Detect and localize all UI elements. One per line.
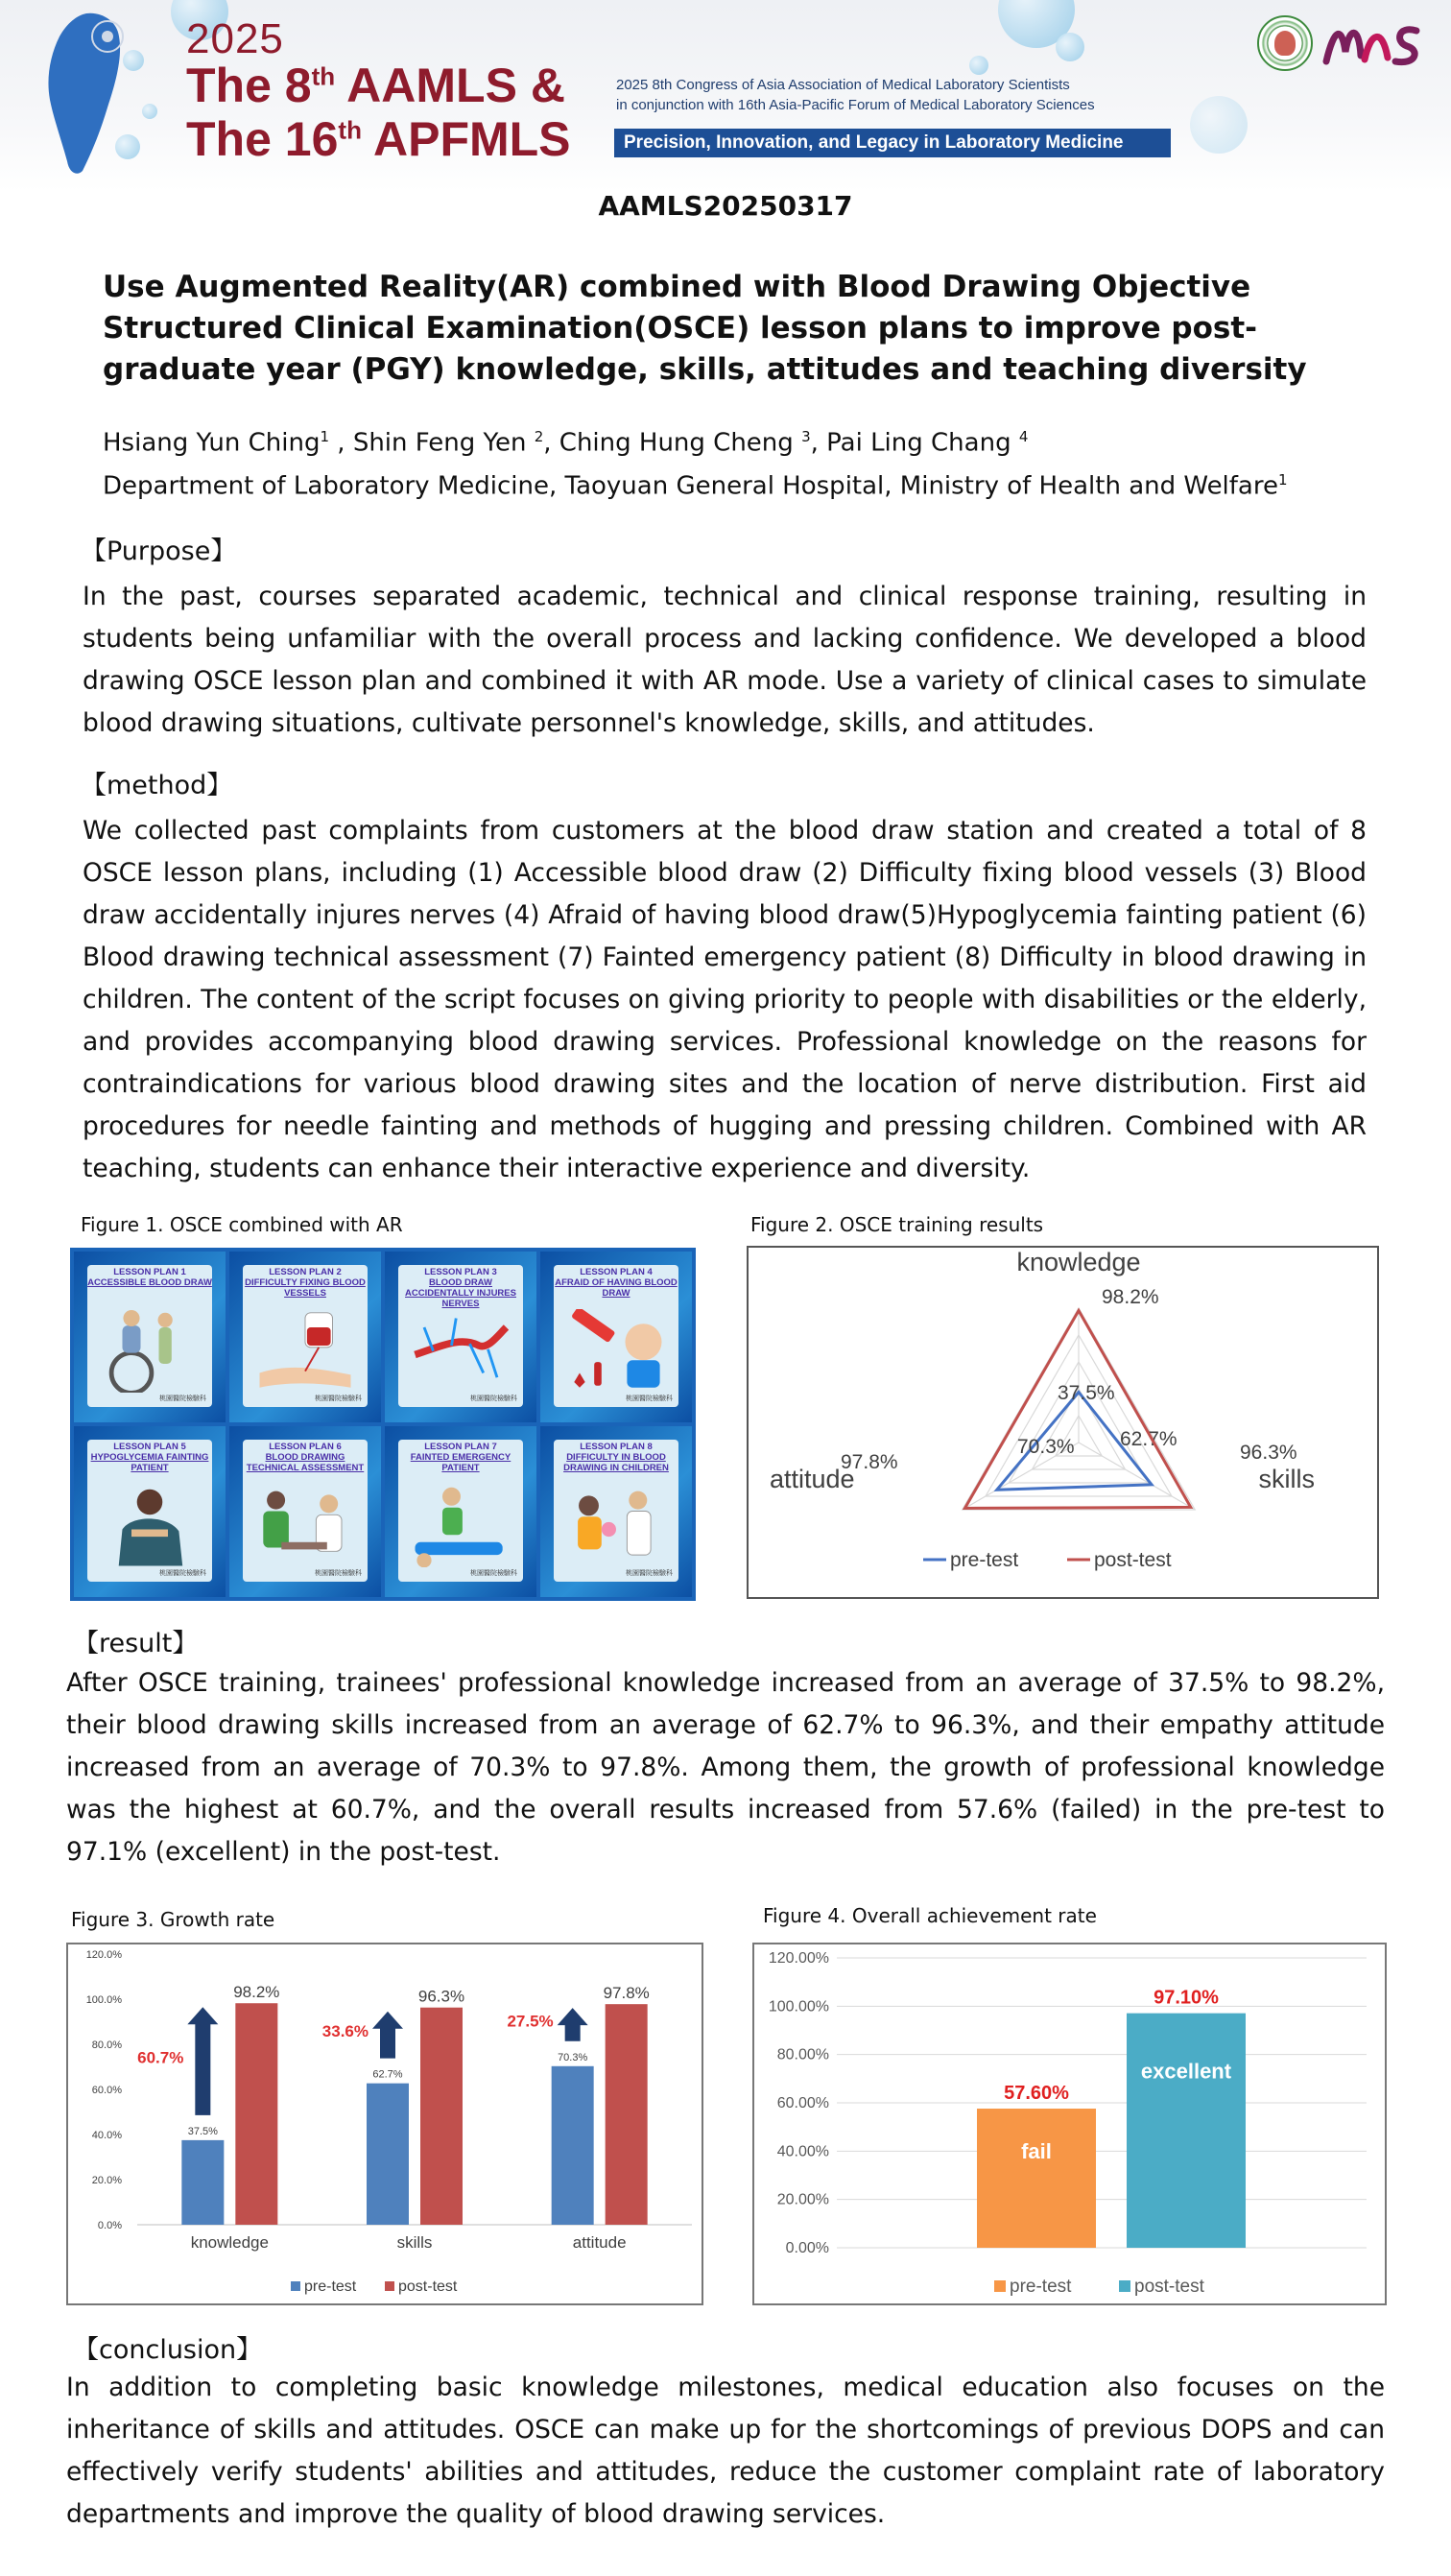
growth-chart-svg xyxy=(68,1944,702,2303)
lesson-plan-footer: 桃園醫院檢驗科 xyxy=(159,1570,206,1577)
fainting-person-icon xyxy=(95,1484,204,1567)
legend-label-pre-test: pre-test xyxy=(304,2278,357,2295)
growth-arrow-icon xyxy=(558,2008,588,2041)
radar-spoke xyxy=(1079,1443,1195,1510)
radar-data-label: 98.2% xyxy=(1102,1286,1159,1308)
y-tick-label: 20.00% xyxy=(776,2191,829,2208)
legend-label-post-test: post-test xyxy=(398,2278,458,2295)
lesson-plan-title xyxy=(398,1267,523,1309)
figure2-caption: Figure 2. OSCE training results xyxy=(750,1213,1044,1236)
lesson-plan-tile xyxy=(540,1252,692,1422)
figure1-caption: Figure 1. OSCE combined with AR xyxy=(81,1213,403,1236)
conclusion-heading: 【conclusion】 xyxy=(73,2335,263,2365)
lesson-plan-title xyxy=(87,1267,212,1288)
lesson-plan-title xyxy=(554,1442,678,1473)
lesson-plan-tile xyxy=(229,1426,381,1597)
lesson-plan-tile xyxy=(229,1252,381,1422)
legend-label-pre-test: pre-test xyxy=(1010,2277,1072,2297)
bar-pre-test xyxy=(977,2109,1096,2248)
y-tick-label: 100.0% xyxy=(85,1994,122,2006)
figure2-radar-chart xyxy=(747,1246,1379,1599)
bar-label-pre-test: 70.3% xyxy=(558,2051,588,2063)
purpose-text: In the past, courses separated academic, technical and clinical response training, resulting in students being unfamiliar with the overall process and lacking confidence. We developed a blood drawing OSCE lesson plan and combined it with AR mode. Use a variety of clinical cases to simulate blood drawing situations, cultivate personnel's knowledge, skills, and attitudes. xyxy=(83,582,1367,738)
lesson-plan-footer: 桃園醫院檢驗科 xyxy=(626,1395,673,1402)
figure1-lesson-plan-grid xyxy=(70,1248,696,1601)
purpose-heading: 【Purpose】 xyxy=(81,537,237,566)
lesson-plan-tile xyxy=(385,1252,536,1422)
bar-inner-label: excellent xyxy=(1140,2059,1232,2084)
banner-headline-2: The 16th APFMLS xyxy=(186,112,571,166)
affiliation: Department of Laboratory Medicine, Taoyuan General Hospital, Ministry of Health and Welfare$^1$ xyxy=(103,470,1288,501)
method-text: We collected past complaints from customers at the blood draw station and created a total of 8 OSCE lesson plans, including (1) Accessible blood draw (2) Difficulty fixing blood vessels (3) Blood draw accidentally injures nerves (4) Afraid of having blood draw(5)Hypoglycemia fainting patient (6) Blood drawing technical assessment (7) Fainted emergency patient (8) Difficulty in blood drawing in children. The content of the script focuses on giving priority to people with disabilities or the elderly, and provides accompanying blood drawing services. Professional knowledge on the reasons for contraindications for various blood drawing sites and the location of nerve distribution. First aid procedures for needle fainting and methods of hugging and pressing children. Combined with AR teaching, students can enhance their interactive experience and diversity. xyxy=(83,816,1367,1183)
lesson-plan-tile xyxy=(74,1426,226,1597)
bar-post-test xyxy=(606,2004,648,2225)
growth-arrow-icon xyxy=(187,2007,218,2115)
lesson-plan-number: LESSON PLAN 5 xyxy=(113,1442,186,1452)
y-tick-label: 20.0% xyxy=(91,2175,122,2186)
lesson-plan-title xyxy=(398,1442,523,1473)
y-tick-label: 80.0% xyxy=(91,2039,122,2051)
blood-bag-icon xyxy=(250,1309,360,1393)
radar-axis-label: attitude xyxy=(770,1465,855,1493)
radar-data-label: 70.3% xyxy=(1017,1436,1075,1458)
lesson-plan-name: DIFFICULTY IN BLOOD DRAWING IN CHILDREN xyxy=(563,1452,669,1473)
syringe-icon xyxy=(561,1309,671,1393)
legend-swatch-post-test xyxy=(1119,2280,1130,2292)
lesson-plan-name: HYPOGLYCEMIA FAINTING PATIENT xyxy=(90,1452,209,1473)
banner-year: 2025 xyxy=(186,15,284,62)
lesson-plan-name: BLOOD DRAWING TECHNICAL ASSESSMENT xyxy=(246,1452,365,1473)
x-tick-label: knowledge xyxy=(190,2233,269,2252)
bar-label-pre-test: 37.5% xyxy=(187,2125,218,2137)
lesson-plan-title xyxy=(243,1267,368,1299)
result-text: After OSCE training, trainees' professional knowledge increased from an average of 37.5% to 98.2%, their blood drawing skills increased from an average of 62.7% to 96.3%, and their empathy attitude increased from an average of 70.3% to 97.8%. Among them, the growth of professional knowledge was the highest at 60.7%, and the overall results increased from 57.6% (failed) in the pre-test to 97.1% (excellent) in the post-test. xyxy=(66,1668,1385,1867)
radar-axis-label: skills xyxy=(1258,1465,1315,1493)
y-tick-label: 120.00% xyxy=(768,1950,829,1967)
bar-label-post-test: 96.3% xyxy=(417,1987,465,2006)
bar-pre-test xyxy=(367,2084,409,2225)
growth-rate-label: 27.5% xyxy=(507,2012,554,2031)
lesson-plan-number: LESSON PLAN 6 xyxy=(269,1442,342,1452)
lesson-plan-footer: 桃園醫院檢驗科 xyxy=(470,1570,517,1577)
growth-rate-label: 33.6% xyxy=(321,2022,369,2041)
lesson-plan-name: FAINTED EMERGENCY PATIENT xyxy=(410,1452,511,1473)
abstract-id: AAMLS20250317 xyxy=(598,190,853,222)
lesson-plan-number: LESSON PLAN 2 xyxy=(269,1267,342,1277)
author-3: Ching Hung Cheng xyxy=(559,428,802,458)
bar-post-test xyxy=(235,2003,277,2225)
radar-data-label: 97.8% xyxy=(841,1451,898,1473)
author-2: Shin Feng Yen xyxy=(352,428,535,458)
bar-label-post-test: 98.2% xyxy=(233,1983,280,2002)
lesson-plan-footer: 桃園醫院檢驗科 xyxy=(315,1570,362,1577)
y-tick-label: 60.00% xyxy=(776,2095,829,2111)
author-list: Hsiang Yun Ching$^1$ , Shin Feng Yen $^2$, Ching Hung Cheng $^3$, Pai Ling Chang $^4$ xyxy=(103,428,1029,458)
wheelchair-icon xyxy=(95,1309,204,1393)
lesson-plan-footer: 桃園醫院檢驗科 xyxy=(315,1395,362,1402)
lesson-plan-name: DIFFICULTY FIXING BLOOD VESSELS xyxy=(245,1277,366,1299)
lesson-plan-number: LESSON PLAN 7 xyxy=(424,1442,497,1452)
child-patient-icon xyxy=(561,1484,671,1567)
lesson-plan-footer: 桃園醫院檢驗科 xyxy=(626,1570,673,1577)
banner-headline-1: The 8th AAMLS & xyxy=(186,59,565,112)
lesson-plan-footer: 桃園醫院檢驗科 xyxy=(470,1395,517,1402)
y-tick-label: 80.00% xyxy=(776,2046,829,2063)
bar-label-post-test: 97.8% xyxy=(603,1984,650,2003)
method-heading: 【method】 xyxy=(81,771,233,800)
paper-title: Use Augmented Reality(AR) combined with Blood Drawing Objective Structured Clinical Examination(OSCE) lesson plans to improve post-graduate year (PGY) knowledge, skills, attitudes and teaching diversity xyxy=(103,270,1307,387)
lesson-plan-title xyxy=(87,1442,212,1473)
banner-subtitle-2: in conjunction with 16th Asia-Pacific Forum of Medical Laboratory Sciences xyxy=(616,97,1095,113)
author-block xyxy=(103,418,1369,504)
lesson-plan-number: LESSON PLAN 1 xyxy=(113,1267,186,1277)
lesson-plan-tile xyxy=(385,1426,536,1597)
legend-swatch-post-test xyxy=(385,2281,394,2291)
x-tick-label: skills xyxy=(396,2233,433,2252)
radar-data-label: 62.7% xyxy=(1120,1428,1177,1450)
result-heading: 【result】 xyxy=(73,1629,199,1658)
y-tick-label: 100.00% xyxy=(768,1998,829,2015)
author-1: Hsiang Yun Ching xyxy=(103,428,321,458)
growth-arrow-icon xyxy=(372,2012,403,2059)
y-tick-label: 40.00% xyxy=(776,2143,829,2160)
bar-post-test xyxy=(1127,2014,1246,2248)
lesson-plan-tile xyxy=(74,1252,226,1422)
lesson-plan-name: ACCESSIBLE BLOOD DRAW xyxy=(87,1277,212,1288)
figure4-overall-chart xyxy=(752,1943,1387,2305)
legend-swatch-pre-test xyxy=(994,2280,1006,2292)
bar-inner-label: fail xyxy=(1021,2139,1052,2164)
lesson-plan-number: LESSON PLAN 8 xyxy=(580,1442,653,1452)
y-tick-label: 0.0% xyxy=(97,2220,122,2231)
author-4: Pai Ling Chang xyxy=(826,428,1019,458)
lesson-plan-number: LESSON PLAN 3 xyxy=(424,1267,497,1277)
figure4-caption: Figure 4. Overall achievement rate xyxy=(763,1904,1097,1927)
figure3-caption: Figure 3. Growth rate xyxy=(71,1908,275,1931)
radar-axis-label: knowledge xyxy=(1016,1248,1141,1276)
lesson-plan-tile xyxy=(540,1426,692,1597)
legend-label-post-test: post-test xyxy=(1094,1549,1172,1571)
society-seal-icon xyxy=(1257,15,1313,71)
mas-logo-icon xyxy=(1320,13,1428,73)
banner-subtitle-1: 2025 8th Congress of Asia Association of Medical Laboratory Scientists xyxy=(616,77,1070,93)
lesson-plan-number: LESSON PLAN 4 xyxy=(580,1267,653,1277)
bar-value-label: 97.10% xyxy=(1154,1987,1219,2009)
figure3-growth-chart xyxy=(66,1943,703,2305)
radar-data-label: 96.3% xyxy=(1240,1442,1297,1464)
lesson-plan-footer: 桃園醫院檢驗科 xyxy=(159,1395,206,1402)
lesson-plan-name: BLOOD DRAW ACCIDENTALLY INJURES NERVES xyxy=(405,1277,516,1309)
banner-tagline: Precision, Innovation, and Legacy in Laboratory Medicine xyxy=(614,129,1171,157)
legend-label-post-test: post-test xyxy=(1134,2277,1204,2297)
bar-label-pre-test: 62.7% xyxy=(372,2068,403,2081)
lesson-plan-title xyxy=(243,1442,368,1473)
bar-value-label: 57.60% xyxy=(1004,2083,1069,2105)
nerve-icon xyxy=(406,1309,515,1393)
lesson-plan-name: AFRAID OF HAVING BLOOD DRAW xyxy=(555,1277,678,1299)
legend-label-pre-test: pre-test xyxy=(950,1549,1019,1571)
radar-chart-svg xyxy=(749,1248,1377,1597)
technician-icon xyxy=(250,1484,360,1567)
x-tick-label: attitude xyxy=(572,2233,627,2252)
y-tick-label: 40.0% xyxy=(91,2130,122,2141)
lesson-plan-title xyxy=(554,1267,678,1299)
growth-rate-label: 60.7% xyxy=(137,2048,184,2067)
y-tick-label: 60.0% xyxy=(91,2085,122,2096)
taiwan-map-icon xyxy=(27,8,142,179)
y-tick-label: 120.0% xyxy=(85,1949,122,1961)
conclusion-text: In addition to completing basic knowledge milestones, medical education also focuses on the inheritance of skills and attitudes. OSCE can make up for the shortcomings of previous DOPS and can effectively verify students' abilities and attitudes, reduce the customer complaint rate of laboratory departments and improve the quality of blood drawing services. xyxy=(66,2373,1385,2529)
cpr-icon xyxy=(406,1484,515,1567)
radar-data-label: 37.5% xyxy=(1058,1382,1115,1404)
bar-pre-test xyxy=(181,2140,224,2225)
bar-post-test xyxy=(420,2008,463,2225)
bar-pre-test xyxy=(552,2066,594,2225)
y-tick-label: 0.00% xyxy=(785,2240,829,2256)
radar-series-post-test xyxy=(964,1311,1190,1509)
legend-swatch-pre-test xyxy=(291,2281,300,2291)
overall-chart-svg xyxy=(754,1944,1385,2303)
conference-banner xyxy=(0,0,1451,192)
